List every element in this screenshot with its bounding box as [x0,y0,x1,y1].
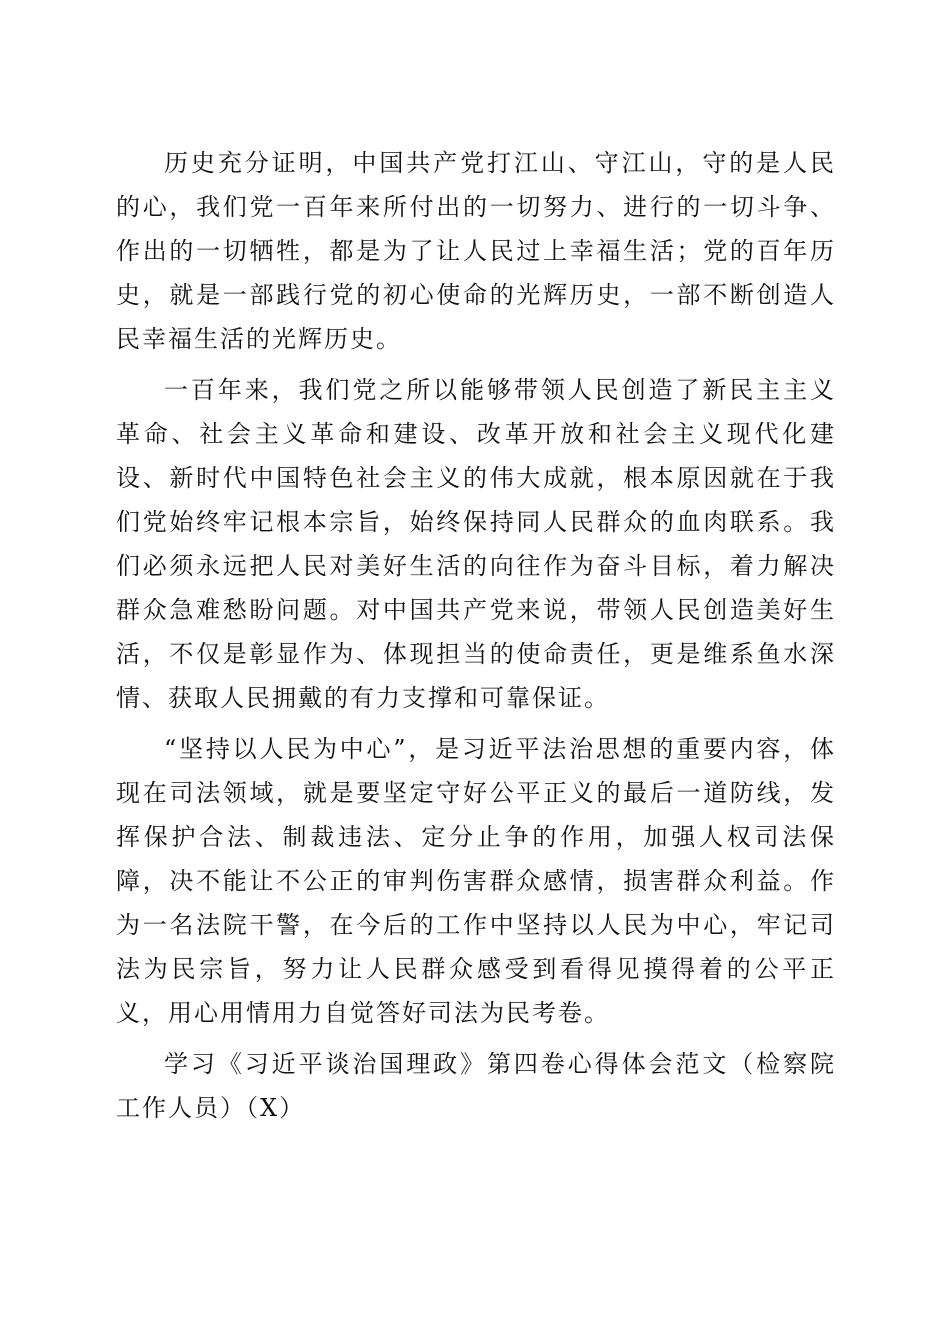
section-heading: 学习《习近平谈治国理政》第四卷心得体会范文（检察院工作人员）（X） [116,1050,836,1122]
paragraph-people-centered: “坚持以人民为中心”，是习近平法治思想的重要内容，体现在司法领域，就是要坚定守好公平正义的最后一道防线，发挥保护合法、制裁违法、定分止争的作用，加强人权司法保障，决不能让不公正的审判伤害群众感情，损害群众利益。作为一名法院干警，在今后的工作中坚持以人民为中心，牢记司法为民宗旨，努力让人民群众感受到看得见摸得着的公平正义，用心用情用力自觉答好司法为民考卷。 [116,735,836,1027]
paragraph-century: 一百年来，我们党之所以能够带领人民创造了新民主主义革命、社会主义革命和建设、改革开放和社会主义现代化建设、新时代中国特色社会主义的伟大成就，根本原因就在于我们党始终牢记根本宗旨，始终保持同人民群众的血肉联系。我们必须永远把人民对美好生活的向往作为奋斗目标，着力解决群众急难愁盼问题。对中国共产党来说，带领人民创造美好生活，不仅是彰显作为、体现担当的使命责任，更是维系鱼水深情、获取人民拥戴的有力支撑和可靠保证。 [116,376,836,712]
paragraph-history: 历史充分证明，中国共产党打江山、守江山，守的是人民的心，我们党一百年来所付出的一切努力、进行的一切斗争、作出的一切牺牲，都是为了让人民过上幸福生活；党的百年历史，就是一部践行党的初心使命的光辉历史，一部不断创造人民幸福生活的光辉历史。 [116,149,836,353]
document-body [116,141,836,1130]
